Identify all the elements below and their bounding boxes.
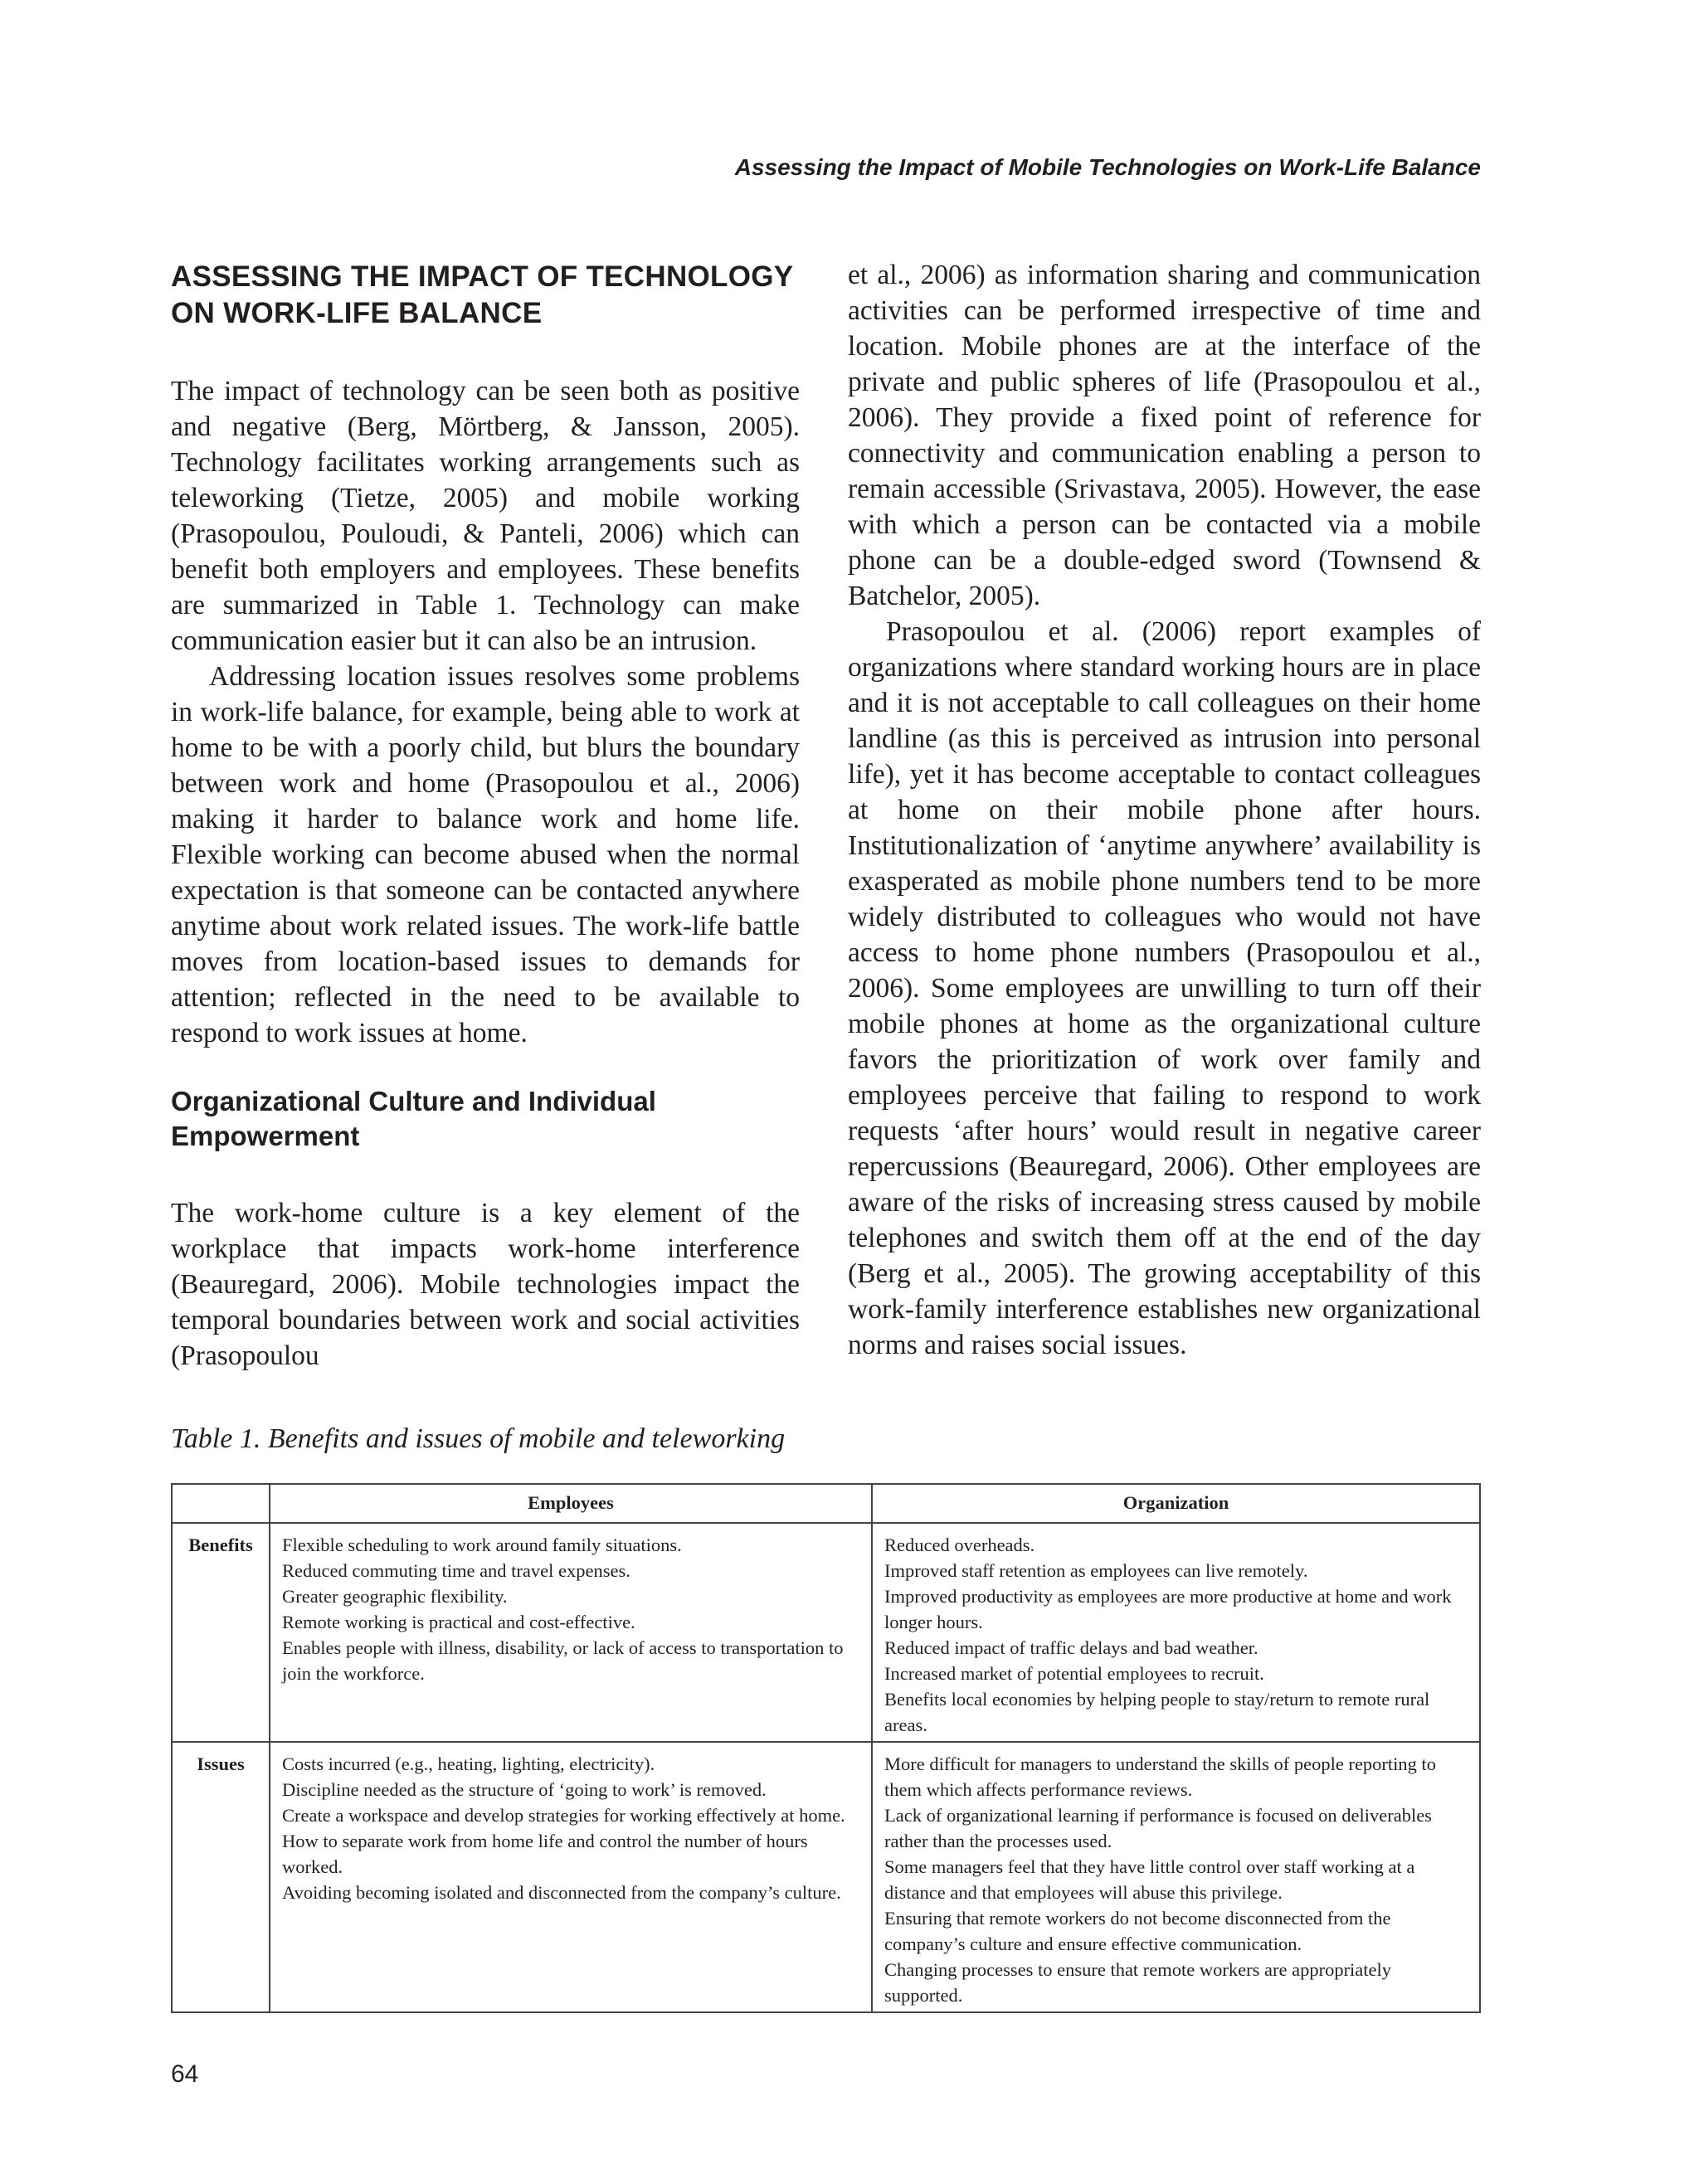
running-head: Assessing the Impact of Mobile Technologies on Work-Life Balance	[734, 154, 1481, 180]
table-list-item: Lack of organizational learning if performance is focused on deliverables rather than the processes used.	[884, 1805, 1432, 1851]
table-list-item: Flexible scheduling to work around family situations.	[282, 1535, 682, 1555]
body-paragraph: The impact of technology can be seen both as positive and negative (Berg, Mörtberg, & Jansson, 2005). Technology facilitates working arrangements such as teleworking (Tietze, 2005) and mobile working (Prasopoulou, Pouloudi, & Panteli, 2006) which can benefit both employers and employees. These benefits are summarized in Table 1. Technology can make communication easier but it can also be an intrusion.	[171, 376, 800, 656]
body-paragraph: et al., 2006) as information sharing and communication activities can be performed irrespective of time and location. Mobile phones are at the interface of the private and public spheres of life (Prasopoulou et al., 2006). They provide a fixed point of reference for connectivity and communication enabling a person to remain accessible (Srivastava, 2005). However, the ease with which a person can be contacted via a mobile phone can be a double-edged sword (Townsend & Batchelor, 2005).	[848, 260, 1481, 611]
right-column	[848, 257, 1481, 1363]
table-list-item: Greater geographic flexibility.	[282, 1586, 508, 1607]
table-list-item: Some managers feel that they have little control over staff working at a distance and that employees will abuse this privilege.	[884, 1856, 1415, 1903]
table-list-item: Changing processes to ensure that remote workers are appropriately supported.	[884, 1959, 1392, 2006]
issues-organization-cell	[872, 1742, 1480, 2012]
row-label-issues: Issues	[172, 1742, 270, 2012]
table-list-item: Reduced overheads.	[884, 1535, 1035, 1555]
table-list-item: More difficult for managers to understand the skills of people reporting to them which affects performance reviews.	[884, 1754, 1437, 1800]
table-list-item: Improved staff retention as employees can live remotely.	[884, 1560, 1308, 1581]
body-paragraph: The work-home culture is a key element of the workplace that impacts work-home interference (Beauregard, 2006). Mobile technologies impact the temporal boundaries between work and social activities (Prasopoulou	[171, 1198, 800, 1371]
row-label-benefits: Benefits	[172, 1523, 270, 1742]
table-row	[172, 1523, 1480, 1742]
table-list-item: How to separate work from home life and control the number of hours worked.	[282, 1831, 808, 1877]
table-list-item: Costs incurred (e.g., heating, lighting, electricity).	[282, 1754, 655, 1774]
table-list-item: Enables people with illness, disability, or lack of access to transportation to join the workforce.	[282, 1637, 844, 1684]
table-caption: Table 1. Benefits and issues of mobile and teleworking	[171, 1423, 786, 1454]
table-list-item: Improved productivity as employees are more productive at home and work longer hours.	[884, 1586, 1452, 1632]
table-list-item: Benefits local economies by helping people to stay/return to remote rural areas.	[884, 1689, 1430, 1735]
issues-employees-cell	[270, 1742, 872, 2012]
table-header-organization: Organization	[872, 1484, 1480, 1523]
table-list-item: Reduced impact of traffic delays and bad weather.	[884, 1637, 1258, 1658]
table-list-item: Increased market of potential employees to recruit.	[884, 1663, 1264, 1684]
table-list-item: Ensuring that remote workers do not become disconnected from the company’s culture and ensure effective communication.	[884, 1908, 1391, 1954]
table-row	[172, 1742, 1480, 2012]
table-list-item: Create a workspace and develop strategies for working effectively at home.	[282, 1805, 845, 1826]
table-header-employees: Employees	[270, 1484, 872, 1523]
body-paragraph: Prasopoulou et al. (2006) report examples of organizations where standard working hours are in place and it is not acceptable to call colleagues on their home landline (as this is perceived as intrusion into personal life), yet it has become acceptable to contact colleagues at home on their mobile phone after hours. Institutionalization of ‘anytime anywhere’ availability is exasperated as mobile phone numbers tend to be more widely distributed to colleagues who would not have access to home phone numbers (Prasopoulou et al., 2006). Some employees are unwilling to turn off their mobile phones at home as the organizational culture favors the prioritization of work over family and employees perceive that failing to respond to work requests ‘after hours’ would result in negative career repercussions (Beauregard, 2006). Other employees are aware of the risks of increasing stress caused by mobile telephones and switch them off at the end of the day (Berg et al., 2005). The growing acceptability of this work-family interference establishes new organizational norms and raises social issues.	[848, 616, 1481, 1360]
table-list-item: Reduced commuting time and travel expenses.	[282, 1560, 630, 1581]
page-number: 64	[171, 2060, 199, 2088]
benefits-employees-cell	[270, 1523, 872, 1742]
table-list-item: Remote working is practical and cost-effective.	[282, 1612, 635, 1632]
table-list-item: Discipline needed as the structure of ‘going to work’ is removed.	[282, 1779, 767, 1800]
table-header-corner	[172, 1484, 270, 1523]
benefits-issues-table	[171, 1483, 1481, 2013]
table-list-item: Avoiding becoming isolated and disconnected from the company’s culture.	[282, 1882, 841, 1903]
body-paragraph: Addressing location issues resolves some problems in work-life balance, for example, being able to work at home to be with a poorly child, but blurs the boundary between work and home (Prasopoulou et al., 2006) making it harder to balance work and home life. Flexible working can become abused when the normal expectation is that someone can be contacted anywhere anytime about work related issues. The work-life battle moves from location-based issues to demands for attention; reflected in the need to be available to respond to work issues at home.	[171, 661, 800, 1048]
table-header-row	[172, 1484, 1480, 1523]
section-heading: ASSESSING THE IMPACT OF TECHNOLOGY ON WORK-LIFE BALANCE	[171, 260, 793, 329]
left-column	[171, 259, 800, 1374]
benefits-organization-cell	[872, 1523, 1480, 1742]
subsection-heading: Organizational Culture and Individual Empowerment	[171, 1086, 656, 1151]
